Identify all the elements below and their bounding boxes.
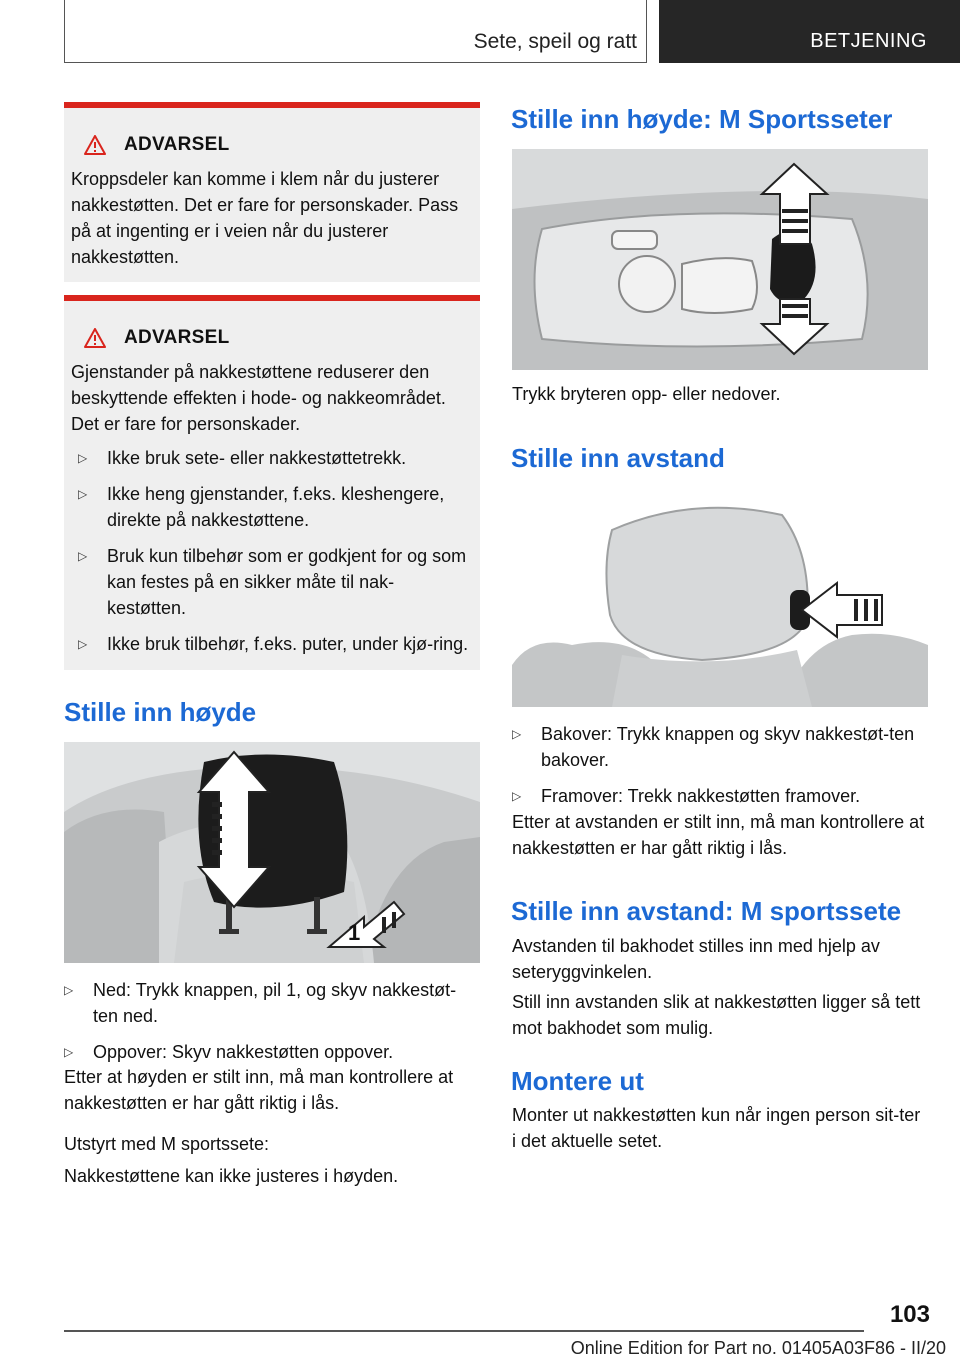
height-paragraph-3: Nakkestøttene kan ikke justeres i høyden.	[64, 1166, 399, 1186]
seat-switch-figure	[512, 149, 928, 370]
list-item-text: Bruk kun tilbehør som er godkjent for og som kan festes på en sikker måte til nak-kestøtten.	[107, 546, 467, 618]
triangle-bullet-icon: ▷	[512, 727, 522, 741]
distance-m-paragraph-1: Avstanden til bakhodet stilles inn med hjelp av seteryggvinkelen.	[512, 936, 880, 982]
list-item-text: Ikke bruk tilbehør, f.eks. puter, under kjø-ring.	[107, 634, 469, 654]
figure-callout: 1	[348, 920, 361, 945]
list-item	[78, 631, 472, 657]
warning-triangle-icon	[84, 328, 106, 348]
list-item	[512, 721, 928, 773]
chapter-tab	[659, 0, 960, 63]
list-item	[78, 445, 472, 471]
footer-edition-text: Online Edition for Part no. 01405A03F86 - II/20	[570, 1338, 946, 1358]
heading-height-m: Stille inn høyde: M Sportsseter	[511, 104, 893, 134]
heading-remove: Montere ut	[511, 1066, 644, 1096]
list-item-text: Ikke heng gjenstander, f.eks. kleshengere, direkte på nakkestøttene.	[107, 484, 445, 530]
warning-list	[78, 445, 472, 667]
section-title: Sete, speil og ratt	[473, 30, 637, 53]
height-list	[64, 977, 480, 1075]
heading-distance-m: Stille inn avstand: M sportssete	[511, 896, 902, 926]
page-number: 103	[889, 1301, 930, 1328]
warning-triangle-icon	[84, 135, 106, 155]
warning-header	[84, 134, 230, 156]
list-item-text: Framover: Trekk nakkestøtten framover.	[541, 786, 861, 806]
warning-label: ADVARSEL	[124, 327, 230, 348]
warning-text: Kroppsdeler kan komme i klem når du justerer nakkestøtten. Det er fare for personskader. Pass på at ingenting er i veien når du justerer nakkestøtten.	[71, 169, 459, 267]
warning-box-2	[64, 295, 480, 670]
distance-paragraph: Etter at avstanden er stilt inn, må man kontrollere at nakkestøtten er har gått riktig i lås.	[512, 812, 925, 858]
warning-box-1	[64, 102, 480, 282]
triangle-bullet-icon: ▷	[64, 983, 74, 997]
distance-list	[512, 721, 928, 819]
headrest-distance-figure	[512, 495, 928, 707]
list-item	[64, 977, 480, 1029]
height-paragraph-2: Utstyrt med M sportssete:	[64, 1134, 270, 1154]
triangle-bullet-icon: ▷	[78, 637, 88, 651]
headrest-height-figure	[64, 742, 480, 963]
triangle-bullet-icon: ▷	[64, 1045, 74, 1059]
list-item	[64, 1039, 480, 1065]
list-item-text: Bakover: Trykk knappen og skyv nakkestøt-ten bakover.	[541, 724, 915, 770]
list-item-text: Ned: Trykk knappen, pil 1, og skyv nakkestøt-ten ned.	[93, 980, 457, 1026]
list-item	[512, 783, 928, 809]
heading-height: Stille inn høyde	[64, 697, 257, 727]
triangle-bullet-icon: ▷	[78, 549, 88, 563]
triangle-bullet-icon: ▷	[512, 789, 522, 803]
list-item	[78, 481, 472, 533]
heading-distance: Stille inn avstand	[511, 443, 725, 473]
warning-text: Gjenstander på nakkestøttene reduserer den beskyttende effekten i hode- og nakkeområdet. Det er fare for personskader.	[71, 362, 446, 434]
warning-header	[84, 327, 230, 349]
list-item	[78, 543, 472, 621]
triangle-bullet-icon: ▷	[78, 487, 88, 501]
warning-label: ADVARSEL	[124, 134, 230, 155]
list-item-text: Ikke bruk sete- eller nakkestøttetrekk.	[107, 448, 407, 468]
remove-paragraph: Monter ut nakkestøtten kun når ingen person sit-ter i det aktuelle setet.	[512, 1105, 921, 1151]
height-m-caption: Trykk bryteren opp- eller nedover.	[512, 384, 781, 404]
chapter-tab-label: BETJENING	[810, 30, 927, 52]
triangle-bullet-icon: ▷	[78, 451, 88, 465]
list-item-text: Oppover: Skyv nakkestøtten oppover.	[93, 1042, 394, 1062]
distance-m-paragraph-2: Still inn avstanden slik at nakkestøtten ligger så tett mot bakhodet som mulig.	[512, 992, 921, 1038]
height-paragraph-1: Etter at høyden er stilt inn, må man kontrollere at nakkestøtten er har gått riktig i lås.	[64, 1067, 454, 1113]
footer-divider	[64, 1330, 864, 1332]
